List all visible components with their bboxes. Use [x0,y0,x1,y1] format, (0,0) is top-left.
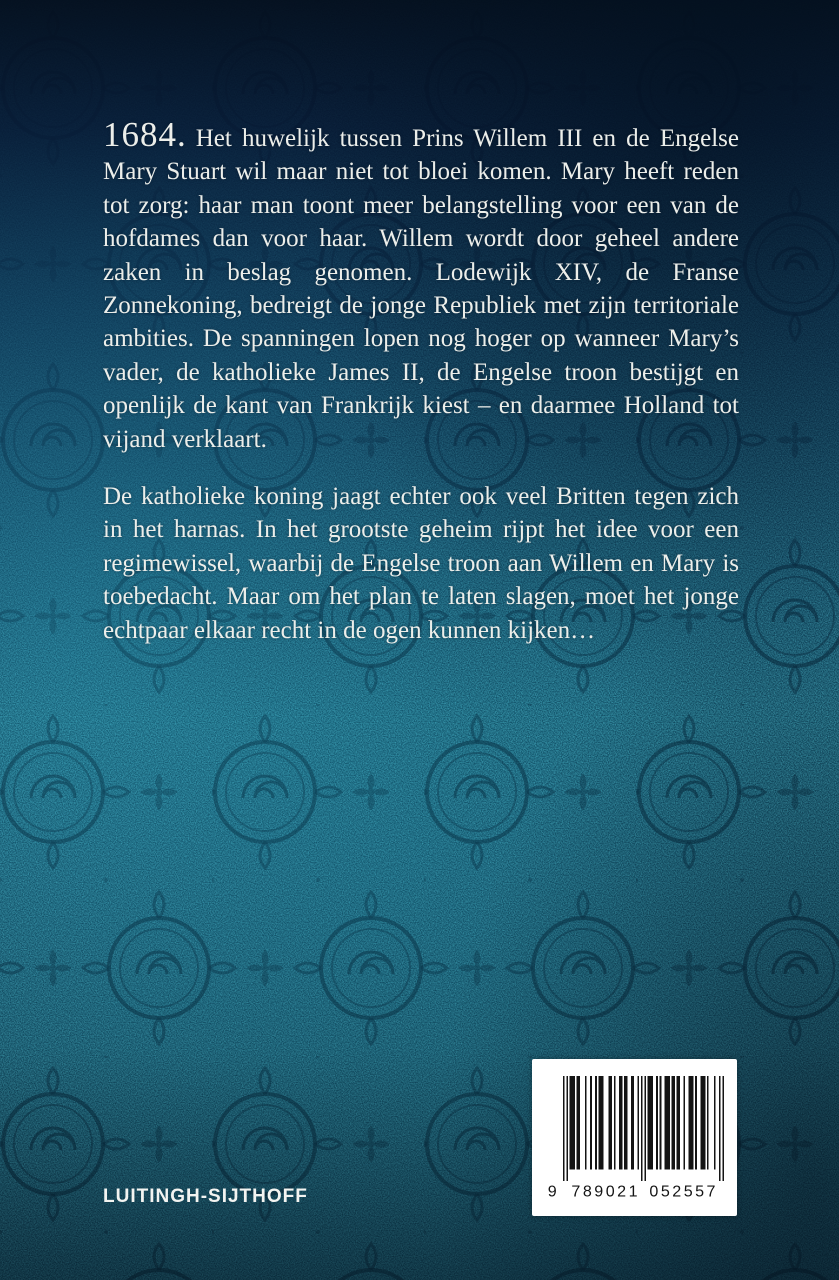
barcode-digits-right: 052557 [648,1181,716,1200]
barcode-digits-left: 789021 [570,1181,638,1200]
year-lead: 1684. [103,115,187,154]
ean-barcode-icon [546,1076,724,1200]
synopsis-paragraph-1 [103,115,739,456]
synopsis-paragraph-1-text: Het huwelijk tussen Prins Willem III en de Engelse Mary Stuart wil maar niet tot bloei komen. Mary heeft reden tot zorg: haar man toont meer belangstelling voor een van de hofdames dan voor haar. Willem wordt door geheel andere zaken in beslag genomen. Lodewijk XIV, de Franse Zonnekoning, bedreigt de jonge Republiek met zijn territoriale ambities. De spanningen lopen nog hoger op wanneer Mary’s vader, de katholieke James II, de Engelse troon bestijgt en openlijk de kant van Frankrijk kiest – en daarmee Holland tot vijand verklaart. [103,125,739,453]
synopsis-paragraph-2: De katholieke koning jaagt echter ook veel Britten tegen zich in het harnas. In het grootste geheim rijpt het idee voor een regimewissel, waarbij de Engelse troon aan Willem en Mary is toebedacht. Maar om het plan te laten slagen, moet het jonge echtpaar elkaar recht in de ogen kunnen kijken… [103,483,739,644]
barcode-digit-prefix: 9 [547,1181,557,1200]
barcode-panel [532,1059,737,1216]
publisher-logo: LUITINGH-SIJTHOFF [103,1186,308,1207]
synopsis-text-block [103,115,739,647]
